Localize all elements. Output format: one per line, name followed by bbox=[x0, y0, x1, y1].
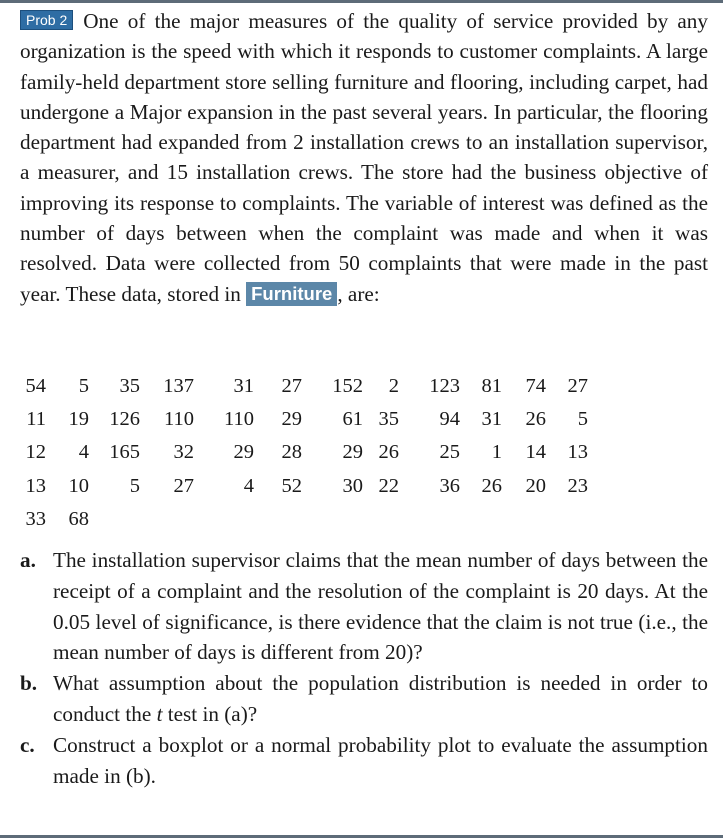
question-b bbox=[20, 668, 708, 730]
data-cell: 123 bbox=[429, 375, 460, 398]
problem-badge: Prob 2 bbox=[20, 10, 73, 30]
data-cell: 29 bbox=[233, 441, 254, 464]
data-cell: 1 bbox=[491, 441, 502, 464]
data-cell: 81 bbox=[481, 375, 502, 398]
data-cell: 23 bbox=[567, 474, 588, 497]
t-test-symbol: t bbox=[156, 701, 163, 726]
data-cell: 29 bbox=[281, 408, 302, 431]
data-cell: 165 bbox=[109, 441, 140, 464]
table-row bbox=[22, 370, 588, 403]
data-cell: 5 bbox=[577, 408, 588, 431]
data-cell: 27 bbox=[567, 375, 588, 398]
table-row bbox=[22, 403, 588, 436]
complaint-days-table bbox=[22, 370, 588, 536]
data-cell: 25 bbox=[439, 441, 460, 464]
data-cell: 126 bbox=[109, 408, 140, 431]
data-cell: 31 bbox=[233, 375, 254, 398]
table-row bbox=[22, 503, 588, 536]
data-cell: 20 bbox=[525, 474, 546, 497]
data-cell: 152 bbox=[332, 375, 363, 398]
problem-intro-suffix: , are: bbox=[337, 281, 380, 306]
data-cell: 26 bbox=[481, 474, 502, 497]
question-text: What assumption about the population distribution is needed in order to conduct the bbox=[53, 671, 708, 726]
data-cell: 36 bbox=[439, 474, 460, 497]
data-cell: 11 bbox=[26, 408, 46, 431]
data-cell: 22 bbox=[378, 474, 399, 497]
question-text-suffix: test in (a)? bbox=[167, 701, 258, 726]
data-cell: 30 bbox=[342, 474, 363, 497]
data-cell: 19 bbox=[68, 408, 89, 431]
data-cell: 28 bbox=[281, 441, 302, 464]
data-cell: 13 bbox=[567, 441, 588, 464]
data-cell: 110 bbox=[224, 408, 254, 431]
data-cell: 27 bbox=[281, 375, 302, 398]
data-cell: 35 bbox=[378, 408, 399, 431]
problem-intro-text: One of the major measures of the quality of service provided by any organization is the speed with which it responds to customer complaints. A large family-held department store selling furniture and flooring, including carpet, had undergone a Major expansion in the past several years. In particular, the flooring department had expanded from 2 installation crews to an installation supervisor, a measurer, and 15 installation crews. The store had the business objective of improving its response to complaints. The variable of interest was defined as the number of days between when the complaint was made and when it was resolved. Data were collected from 50 complaints that were made in the past year. These data, stored in bbox=[20, 9, 708, 306]
data-cell: 61 bbox=[342, 408, 363, 431]
question-marker: c. bbox=[20, 732, 35, 757]
data-cell: 35 bbox=[119, 375, 140, 398]
table-row bbox=[22, 436, 588, 469]
data-cell: 12 bbox=[25, 441, 46, 464]
data-cell: 10 bbox=[68, 474, 89, 497]
data-cell: 33 bbox=[25, 507, 46, 530]
data-cell: 68 bbox=[68, 507, 89, 530]
data-cell: 26 bbox=[378, 441, 399, 464]
data-cell: 31 bbox=[481, 408, 502, 431]
question-c bbox=[20, 730, 708, 792]
data-cell: 14 bbox=[525, 441, 546, 464]
data-cell: 29 bbox=[342, 441, 363, 464]
data-cell: 110 bbox=[164, 408, 194, 431]
data-cell: 4 bbox=[243, 474, 254, 497]
data-cell: 5 bbox=[78, 375, 89, 398]
data-cell: 27 bbox=[173, 474, 194, 497]
question-text: Construct a boxplot or a normal probability plot to evaluate the assumption made in (b). bbox=[53, 732, 708, 788]
data-cell: 137 bbox=[163, 375, 194, 398]
data-cell: 94 bbox=[439, 408, 460, 431]
question-marker: b. bbox=[20, 671, 38, 696]
problem-statement bbox=[20, 6, 708, 309]
question-a bbox=[20, 545, 708, 668]
table-row bbox=[22, 470, 588, 503]
data-cell: 52 bbox=[281, 474, 302, 497]
question-list bbox=[20, 545, 708, 791]
data-cell: 32 bbox=[173, 441, 194, 464]
data-cell: 26 bbox=[525, 408, 546, 431]
data-file-link[interactable]: Furniture bbox=[246, 282, 337, 306]
data-cell: 54 bbox=[25, 375, 46, 398]
empty-cell bbox=[89, 503, 588, 536]
data-cell: 2 bbox=[388, 375, 399, 398]
data-cell: 5 bbox=[129, 474, 140, 497]
data-cell: 74 bbox=[525, 375, 546, 398]
data-cell: 4 bbox=[78, 441, 89, 464]
question-text: The installation supervisor claims that the mean number of days between the receipt of a complaint and the resolution of the complaint is 20 days. At the 0.05 level of significance, is there evidence that the claim is not true (i.e., the mean number of days is different from 20)? bbox=[53, 548, 708, 665]
question-marker: a. bbox=[20, 548, 36, 572]
data-cell: 13 bbox=[25, 474, 46, 497]
